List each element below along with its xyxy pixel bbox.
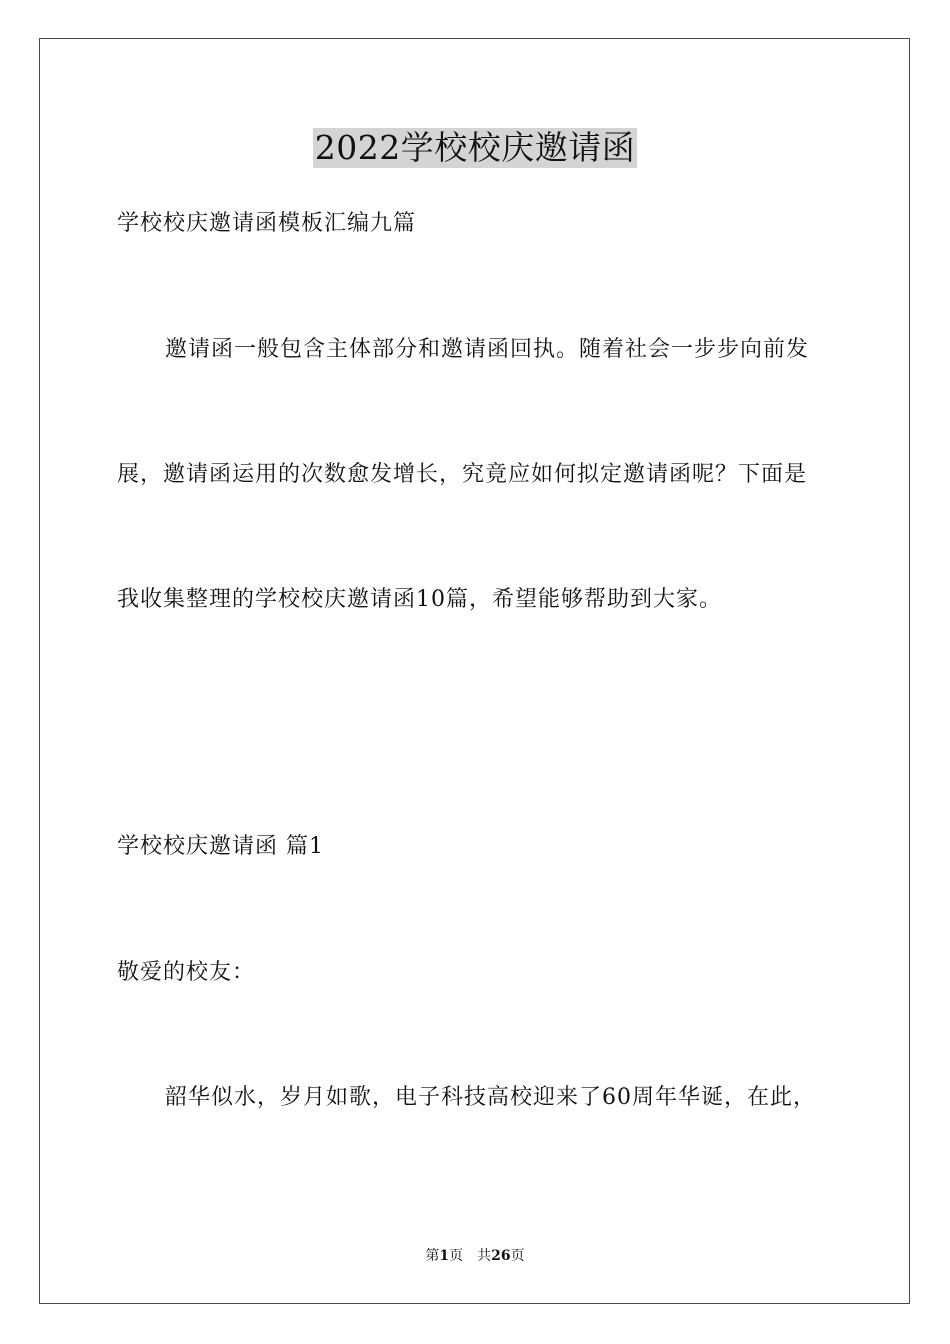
footer-total-prefix: 共 [477, 1248, 492, 1264]
intro-line-1: 邀请函一般包含主体部分和邀请函回执。随着社会一步步向前发 [165, 337, 810, 362]
footer-page-suffix: 页 [449, 1248, 464, 1264]
intro-line-2: 展，邀请函运用的次数愈发增长，究竟应如何拟定邀请函呢？下面是 [117, 462, 808, 487]
footer-total-suffix: 页 [510, 1248, 525, 1264]
intro-line-3: 我收集整理的学校校庆邀请函10篇，希望能够帮助到大家。 [117, 587, 722, 612]
section-heading: 学校校庆邀请函 篇1 [117, 834, 324, 859]
footer-page-current: 1 [439, 1248, 450, 1264]
page-footer [0, 1247, 950, 1265]
title-container [0, 128, 950, 168]
footer-page-prefix: 第 [425, 1248, 440, 1264]
document-subtitle: 学校校庆邀请函模板汇编九篇 [117, 211, 417, 236]
body-line-1: 韶华似水，岁月如歌，电子科技高校迎来了60周年华诞，在此， [165, 1085, 816, 1110]
document-title: 2022学校校庆邀请函 [314, 128, 636, 167]
footer-page-total: 26 [491, 1248, 511, 1264]
salutation: 敬爱的校友： [117, 960, 256, 985]
